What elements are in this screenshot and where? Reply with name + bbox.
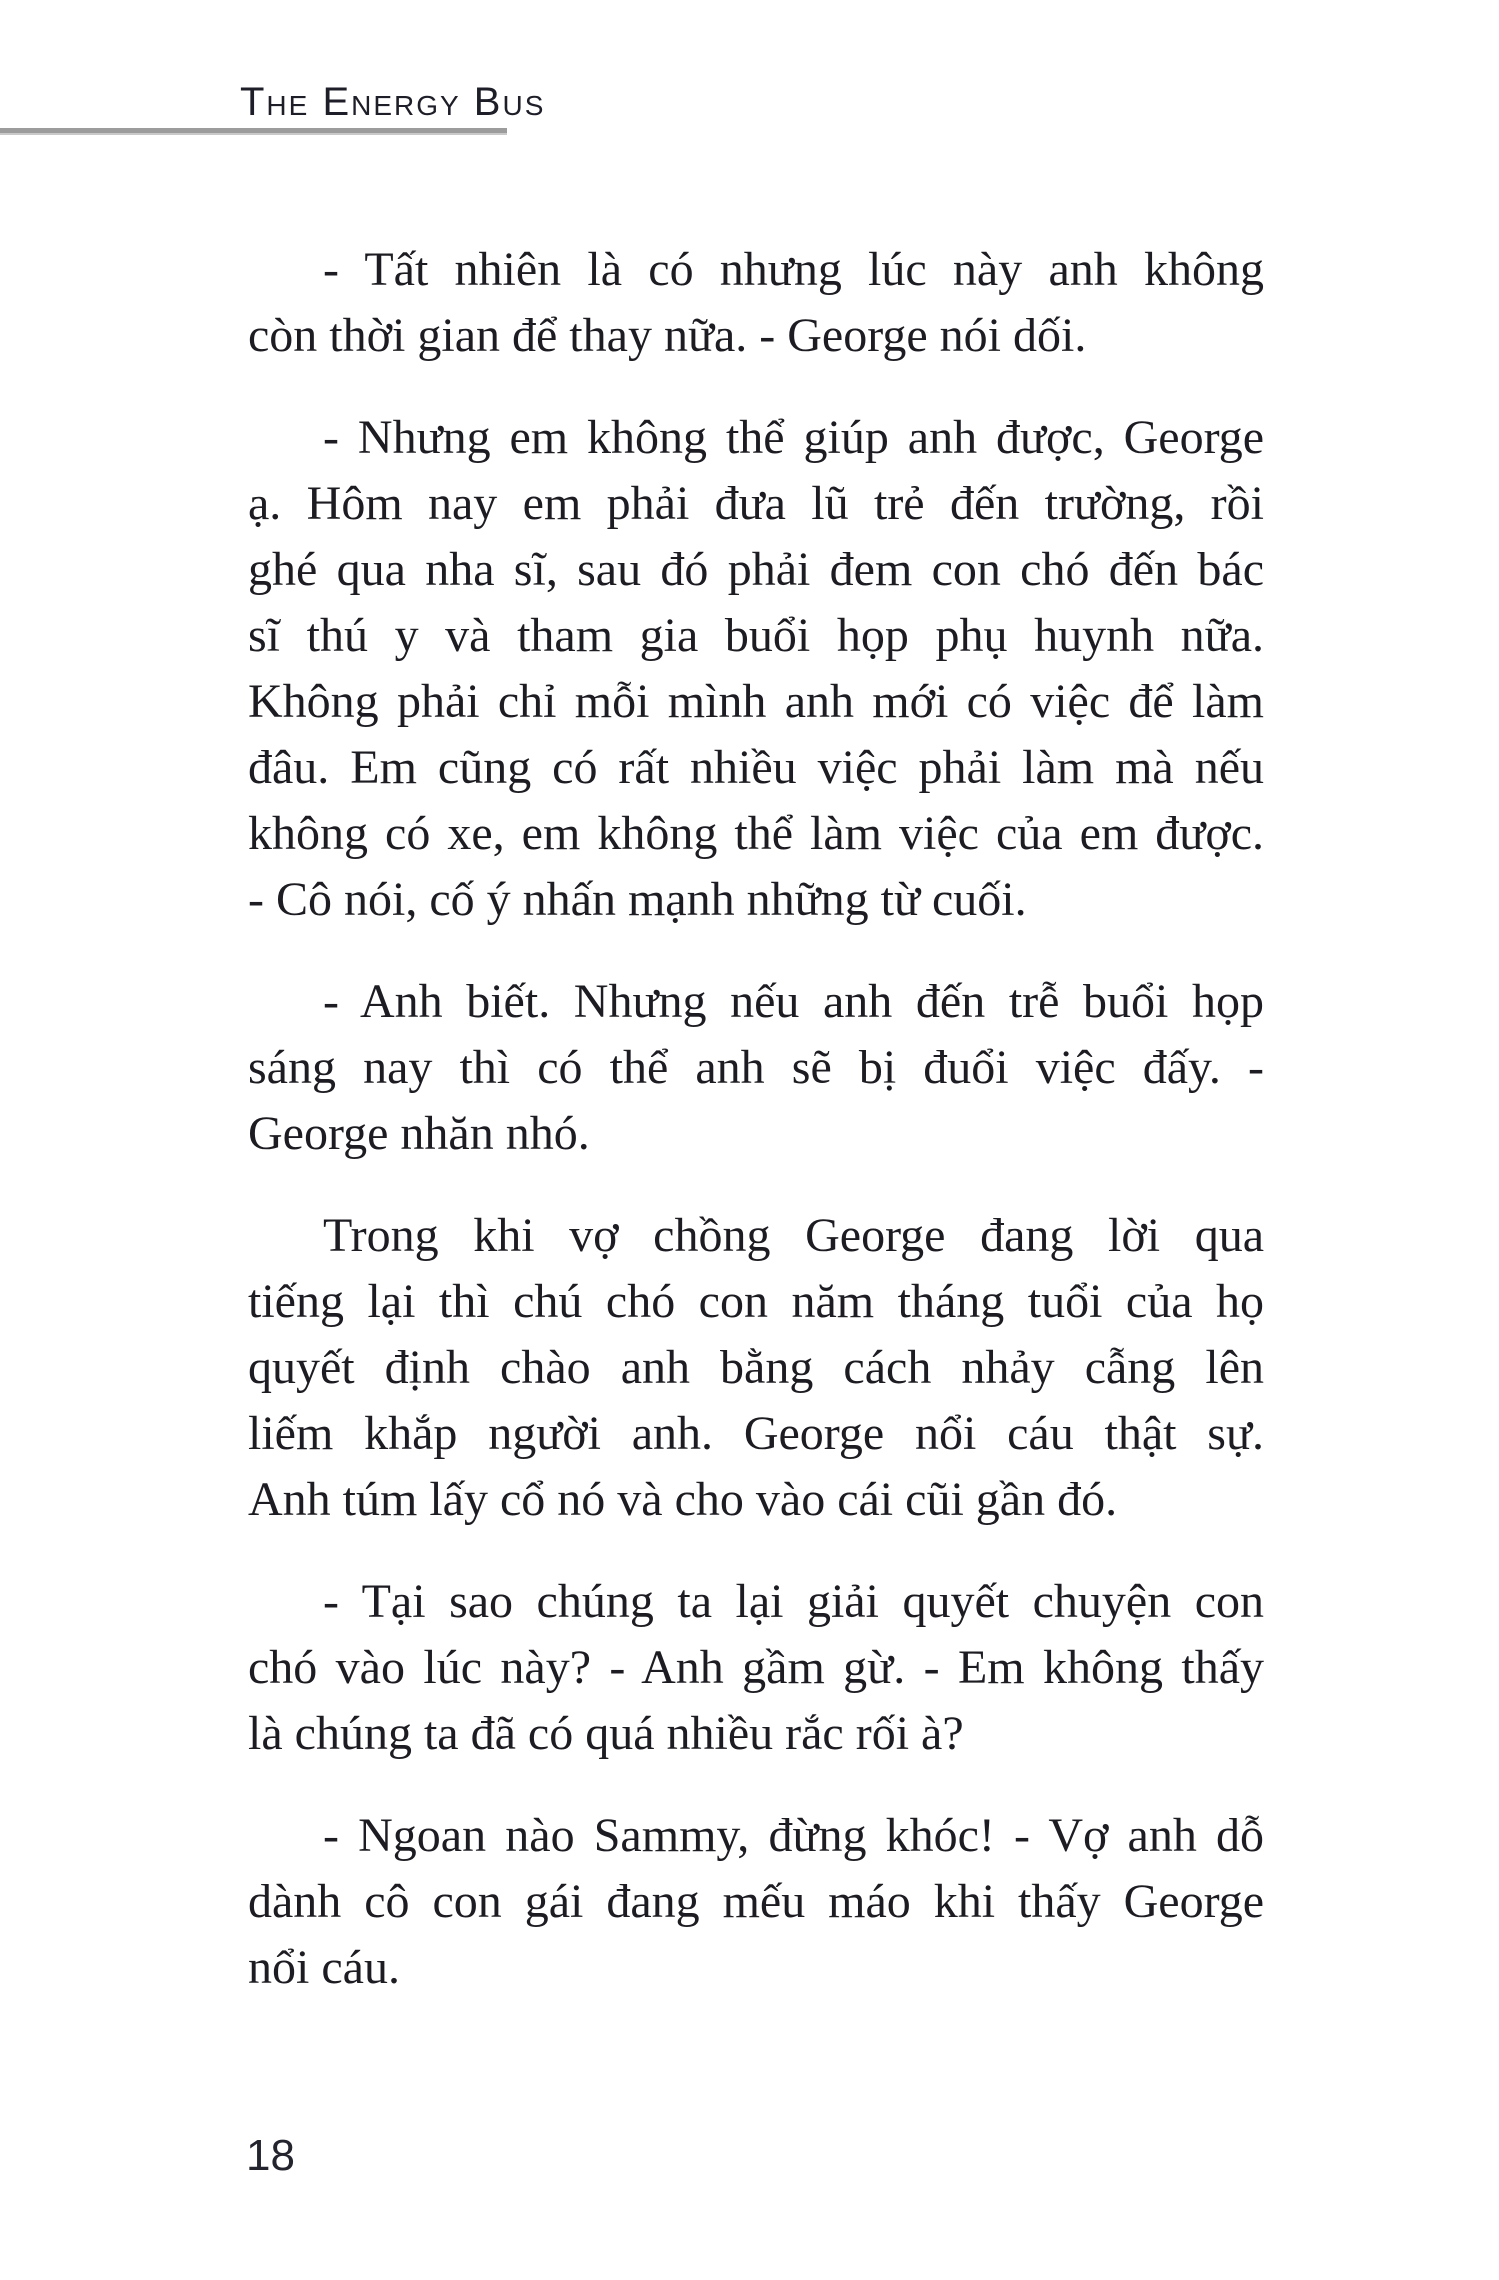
text-line: - Cô nói, cố ý nhấn mạnh những từ cuối. xyxy=(248,873,1027,926)
text-line: - Ngoan nào Sammy, đừng khóc! - Vợ anh dỗ xyxy=(323,1809,1264,1862)
text-line: Trong khi vợ chồng George đang lời qua xyxy=(323,1209,1264,1262)
text-line: tiếng lại thì chú chó con năm tháng tuổi của họ xyxy=(248,1275,1264,1328)
text-line: Không phải chỉ mỗi mình anh mới có việc để làm xyxy=(248,675,1264,728)
text-line: Anh túm lấy cổ nó và cho vào cái cũi gần đó. xyxy=(248,1473,1118,1526)
text-line: đâu. Em cũng có rất nhiều việc phải làm mà nếu xyxy=(248,741,1264,794)
text-line: - Tất nhiên là có nhưng lúc này anh không xyxy=(323,243,1264,296)
text-line: liếm khắp người anh. George nổi cáu thật sự. xyxy=(248,1407,1264,1460)
text-line: quyết định chào anh bằng cách nhảy cẫng lên xyxy=(248,1341,1264,1394)
paragraph-1 xyxy=(248,237,1264,369)
text-line: - Nhưng em không thể giúp anh được, George xyxy=(323,411,1264,464)
text-line: chó vào lúc này? - Anh gầm gừ. - Em không thấy xyxy=(248,1641,1264,1694)
header-rule xyxy=(0,128,507,135)
text-line: - Anh biết. Nhưng nếu anh đến trễ buổi họp xyxy=(323,975,1264,1028)
text-line: còn thời gian để thay nữa. - George nói dối. xyxy=(248,309,1087,362)
text-line: ạ. Hôm nay em phải đưa lũ trẻ đến trường, rồi xyxy=(248,477,1264,530)
text-line: sáng nay thì có thể anh sẽ bị đuổi việc đấy. - xyxy=(248,1041,1264,1094)
text-line: George nhăn nhó. xyxy=(248,1107,590,1160)
text-line: nổi cáu. xyxy=(248,1941,400,1994)
paragraph-5 xyxy=(248,1569,1264,1767)
paragraph-4 xyxy=(248,1203,1264,1533)
text-line: là chúng ta đã có quá nhiều rắc rối à? xyxy=(248,1707,964,1760)
text-line: - Tại sao chúng ta lại giải quyết chuyện con xyxy=(323,1575,1264,1628)
page-number: 18 xyxy=(246,2131,295,2180)
paragraph-6 xyxy=(248,1803,1264,2001)
text-line: dành cô con gái đang mếu máo khi thấy George xyxy=(248,1875,1264,1928)
page-body-text xyxy=(248,237,1264,2037)
paragraph-3 xyxy=(248,969,1264,1167)
text-line: ghé qua nha sĩ, sau đó phải đem con chó đến bác xyxy=(248,543,1264,596)
paragraph-2 xyxy=(248,405,1264,933)
text-line: sĩ thú y và tham gia buổi họp phụ huynh nữa. xyxy=(248,609,1264,662)
running-header-title: The Energy Bus xyxy=(240,80,546,124)
text-line: không có xe, em không thể làm việc của em được. xyxy=(248,807,1264,860)
